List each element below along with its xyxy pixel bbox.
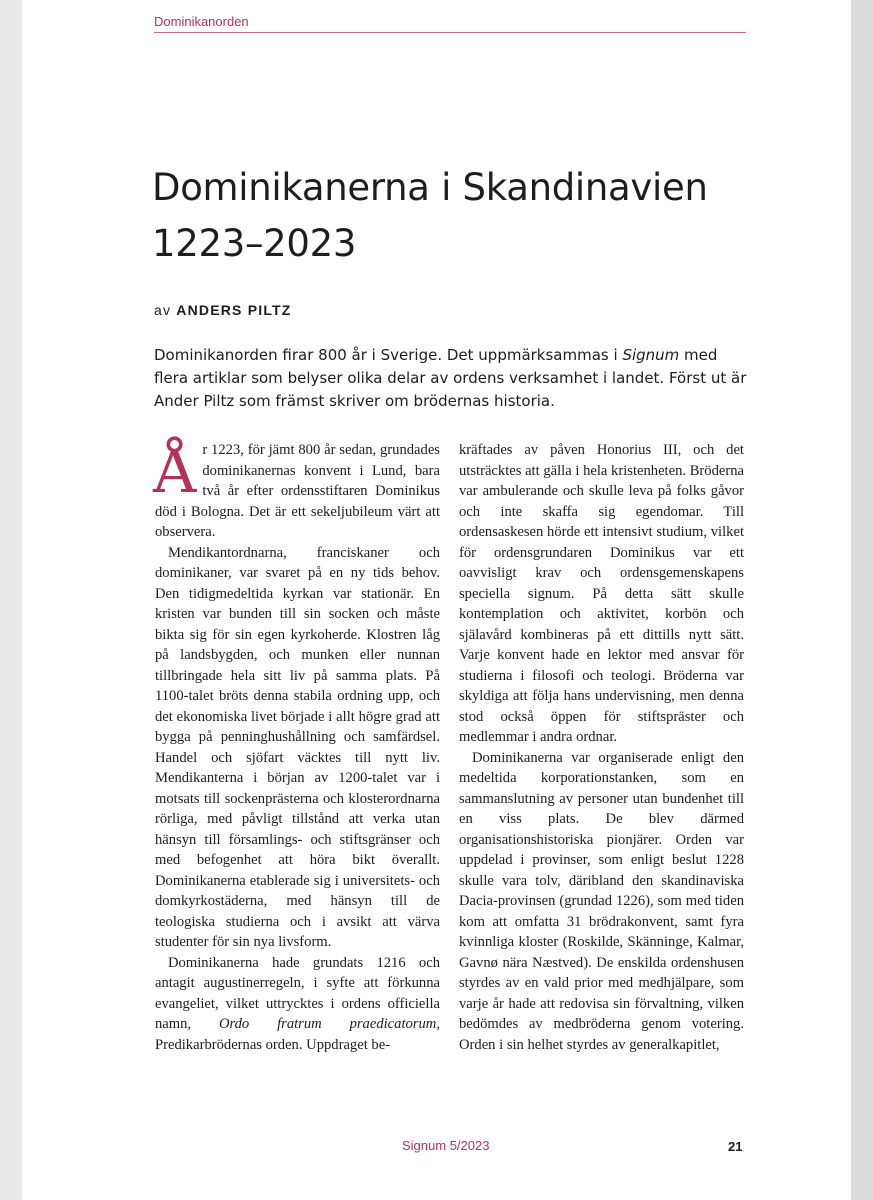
byline-prefix: av — [154, 302, 172, 318]
article-title-line1: Dominikanerna i Skandinavien — [152, 166, 708, 209]
body-paragraph-3-continued: kräftades av påven Honorius III, och det utsträcktes att gälla i hela kristenheten. Bröderna var ambulerande och skulle leva på folks gåvor och inte skaffa sig egendomar. Till ordensaskesen hörde ett intensivt studium, vilket för ordensgrundaren Dominikus var ett oavvisligt krav och ordensgemenskapens speciella signum. På detta sätt skulle kontemplation och aktivitet, korbön och själavård kombineras på ett dittills nytt sätt. Varje konvent hade en lektor med ansvar för studierna i filosofi och teologi. Bröderna var skyldiga att följa hans undervisning, men denna stod också öppen för stiftspräster och medlemmar i andra ordnar. — [459, 442, 744, 745]
article-title — [152, 160, 772, 272]
body-column-right — [459, 440, 744, 1055]
body-column-left — [153, 437, 440, 1055]
body-paragraph-1 — [153, 437, 440, 543]
body-paragraph-3-text-1: Dominikanerna hade grundats 1216 och antagit augustinerregeln, i syfte att förkunna evangeliet, vilket uttrycktes i ordens officiella namn, — [155, 954, 440, 1032]
magazine-page — [22, 0, 851, 1200]
body-paragraph-4: Dominikanerna var organiserade enligt den medeltida korporationstanken, som en sammanslutning av personer utan bundenhet till en viss plats. De blev därmed organisationshistoriska pionjärer. Orden var uppdelad i provinser, som enligt beslut 1228 skulle vara tolv, däribland den skandinaviska Dacia-provinsen (grundad 1226), som med tiden kom att omfatta 31 brödrakonvent, samt fyra kvinnliga kloster (Roskilde, Skänninge, Kalmar, Gavnø nära Næstved). De enskilda ordenshusen styrdes av en vald prior med medhjälpare, som varje år hade att redovisa sin förvaltning, vilken bedömdes av medbröderna genom votering. Orden i sin helhet styrdes av generalkapitlet, — [459, 749, 744, 1053]
lead-text-2: med flera artiklar som belyser olika delar av ordens verksamhet i landet. Först ut är Ander Piltz som främst skriver om brödernas historia. — [154, 346, 747, 410]
drop-cap: Å — [153, 437, 197, 507]
order-latin-name: Ordo fratrum praedicatorum — [218, 1016, 437, 1032]
running-head: Dominikanorden — [154, 14, 746, 33]
lead-italic: Signum — [622, 346, 680, 364]
footer-page-number: 21 — [728, 1139, 743, 1154]
lead-paragraph — [154, 344, 754, 413]
byline-author: ANDERS PILTZ — [176, 302, 292, 318]
body-paragraph-2: Mendikantordnarna, franciskaner och dominikaner, var svaret på en ny tids behov. Den tidigmedeltida kyrkan var stationär. En kristen var bunden till sin socken och måste bikta sig för sin egen kyrkoherde. Klostren låg på landsbygden, och munken eller nunnan tillbringade hela sitt liv på samma plats. På 1100-talet bröts denna stabila ordning upp, och det ekonomiska livet började i allt högre grad att bygga på penninghushållning och samfärdsel. Handel och sjöfart väcktes till nytt liv. Mendikanterna i början av 1200-talet var i motsats till sockenprästerna och klosterordnarna rörliga, med påvligt tillstånd att verka utan hänsyn till församlings- och stiftsgränser och med befogenhet att höra bikt överallt. Dominikanerna etablerade sig i universitets- och domkyrkostäderna, med hänsyn till de teologiska studierna och i avsikt att värva studenter för sin nya livsform. — [155, 544, 440, 950]
byline — [154, 302, 292, 318]
body-paragraph-3 — [155, 953, 440, 1056]
body-paragraph-3-text-2: , Predikarbrödernas orden. Uppdraget be- — [155, 1016, 440, 1053]
lead-text-1: Dominikanorden firar 800 år i Sverige. Det uppmärksammas i — [154, 346, 623, 364]
page-edge-shadow — [851, 0, 873, 1200]
footer-magazine-issue: Signum 5/2023 — [402, 1138, 490, 1153]
article-title-line2: 1223–2023 — [152, 222, 357, 265]
body-paragraph-1-text: r 1223, för jämt 800 år sedan, grundades dominikanernas konvent i Lund, bara två år efter ordensstiftaren Dominikus död i Bologna. Det är ett sekeljubileum värt att observera. — [155, 442, 440, 540]
